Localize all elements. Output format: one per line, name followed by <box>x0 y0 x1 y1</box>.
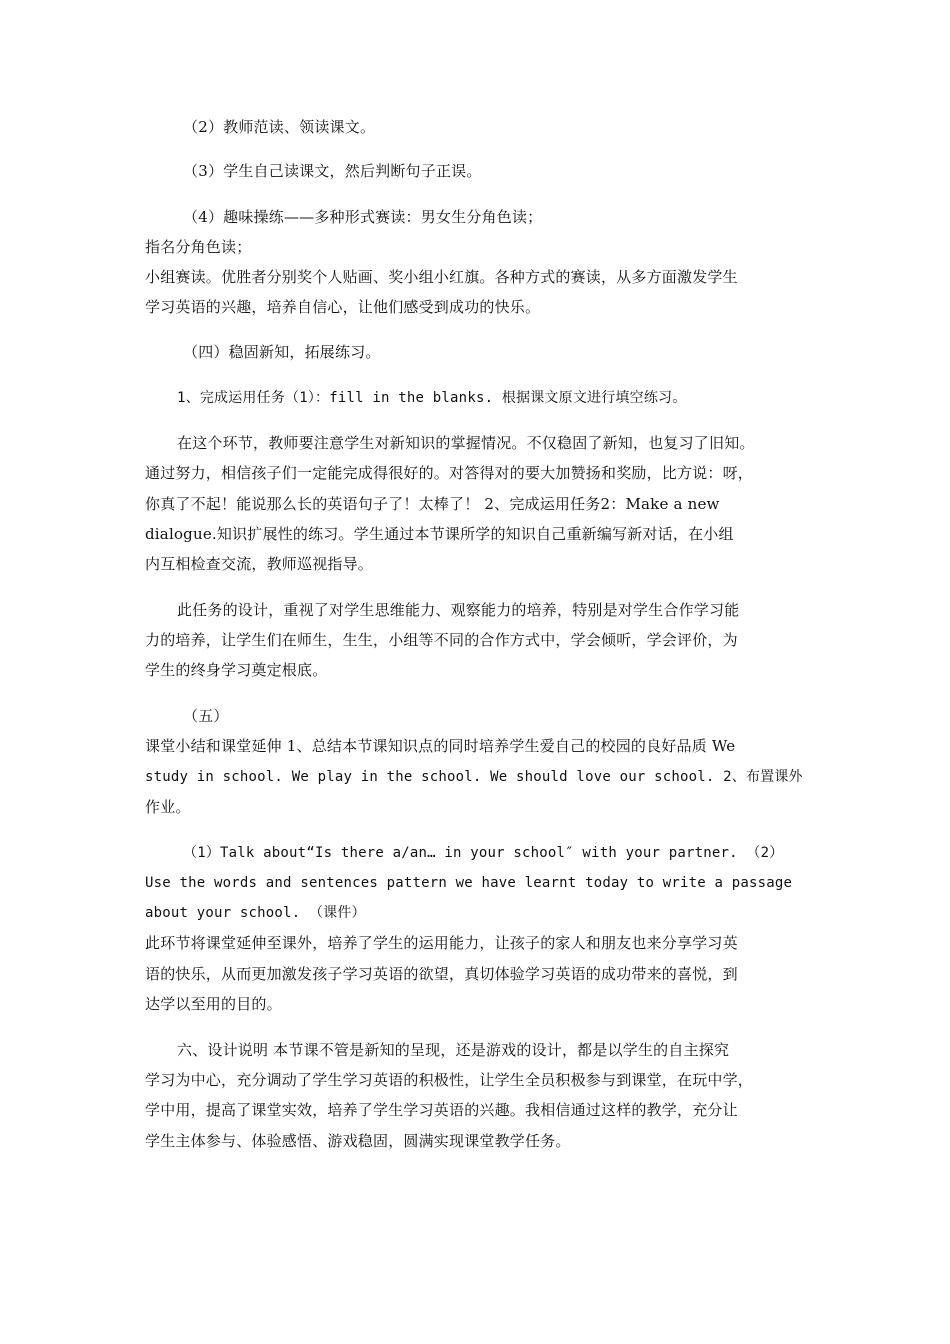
text-line: （2）教师范读、领读课文。 <box>183 118 376 136</box>
text-line: 力的培养，让学生们在师生，生生，小组等不同的合作方式中，学会倾听，学会评价，为 <box>145 631 738 649</box>
text-line: dialogue.知识扩展性的练习。学生通过本节课所学的知识自己重新编写新对话，在小组 <box>145 525 734 543</box>
text-line: 1、完成运用任务（1）：fill in the blanks. 根据课文原文进行填空练习。 <box>177 390 687 406</box>
text-line: 通过努力，相信孩子们一定能完成得很好的。对答得对的要大加赞扬和奖励，比方说：呀， <box>145 464 754 482</box>
text-line: about your school. （课件） <box>145 905 366 921</box>
section-heading: （五） <box>183 707 229 725</box>
text-line: 在这个环节，教师要注意学生对新知识的掌握情况。不仅稳固了新知，也复习了旧知。 <box>177 434 755 452</box>
text-line: 课堂小结和课堂延伸 1、总结本节课知识点的同时培养学生爱自己的校园的良好品质 We <box>145 737 736 755</box>
text-line: 此任务的设计，重视了对学生思维能力、观察能力的培养，特别是对学生合作学习能 <box>177 601 740 619</box>
text-line: （1）Talk about“Is there a/an… in your school″ with your partner. （2） <box>183 845 784 861</box>
text-line: 达学以至用的目的。 <box>145 995 282 1013</box>
text-line: Use the words and sentences pattern we have learnt today to write a passage <box>145 875 793 891</box>
text-line: 作业。 <box>145 798 191 816</box>
text-line: 学中用，提高了课堂实效，培养了学生学习英语的兴趣。我相信通过这样的教学，充分让 <box>145 1101 738 1119</box>
text-line: 学生主体参与、体验感悟、游戏稳固，圆满实现课堂教学任务。 <box>145 1132 571 1150</box>
text-line: 内互相检查交流，教师巡视指导。 <box>145 555 374 573</box>
text-line: study in school. We play in the school. We should love our school. 2、布置课外 <box>145 769 803 785</box>
text-line: 指名分角色读； <box>145 238 252 256</box>
text-line: 语的快乐，从而更加激发孩子学习英语的欲望，真切体验学习英语的成功带来的喜悦，到 <box>145 965 738 983</box>
text-line: 学习英语的兴趣，培养自信心，让他们感受到成功的快乐。 <box>145 298 541 316</box>
section-heading: 六、设计说明 本节课不管是新知的呈现，还是游戏的设计，都是以学生的自主探究 <box>177 1041 730 1059</box>
text-line: 你真了不起！能说那么长的英语句子了！太棒了！ 2、完成运用任务2：Make a new <box>145 495 720 513</box>
text-line: 此环节将课堂延伸至课外，培养了学生的运用能力，让孩子的家人和朋友也来分享学习英 <box>145 934 738 952</box>
section-heading: （四）稳固新知，拓展练习。 <box>183 343 381 361</box>
text-line: 小组赛读。优胜者分别奖个人贴画、奖小组小红旗。各种方式的赛读，从多方面激发学生 <box>145 268 738 286</box>
text-line: 学生的终身学习奠定根底。 <box>145 661 328 679</box>
text-line: 学习为中心，充分调动了学生学习英语的积极性，让学生全员积极参与到课堂，在玩中学， <box>145 1071 754 1089</box>
text-line: （3）学生自己读课文，然后判断句子正误。 <box>183 162 482 180</box>
text-line: （4）趣味操练——多种形式赛读：男女生分角色读； <box>183 208 543 226</box>
